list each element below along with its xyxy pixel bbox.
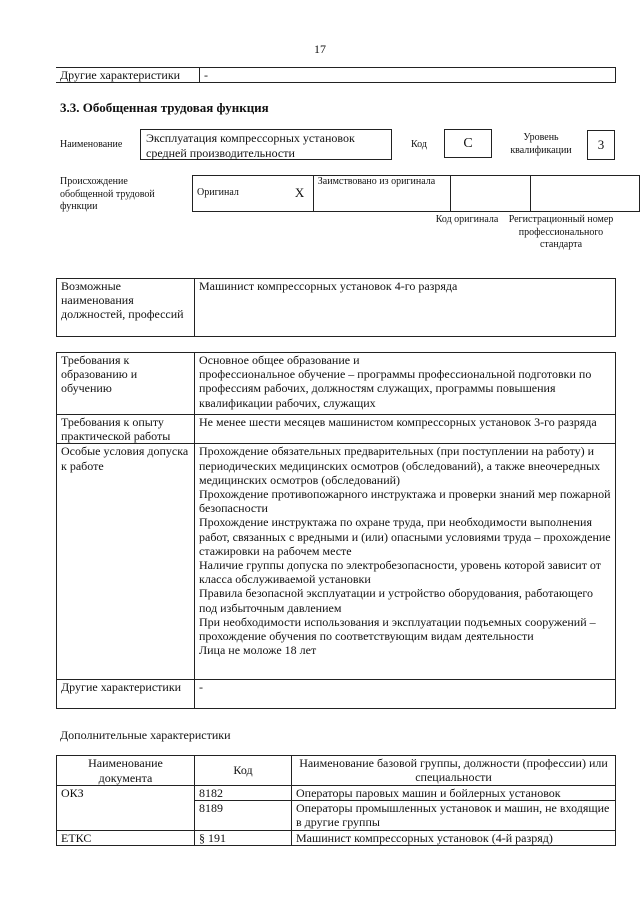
reg-number-cell <box>531 176 640 212</box>
condition-line: Правила безопасной эксплуатации и устройство оборудования, работающего под избыточным давлением <box>199 586 594 615</box>
other-characteristics-top <box>56 67 616 83</box>
experience-value: Не менее шести месяцев машинистом компрессорных установок 3-го разряда <box>195 415 616 444</box>
section-title: 3.3. Обобщенная трудовая функция <box>60 100 269 115</box>
name-label: Наименование <box>60 139 123 150</box>
positions-table <box>56 278 616 337</box>
condition-line: Наличие группы допуска по электробезопасности, уровень которой зависит от класса обслуживаемой установки <box>199 558 602 587</box>
origin-table <box>192 175 640 212</box>
additional-table <box>56 755 616 846</box>
requirements-table <box>56 352 616 709</box>
header-name: Наименование базовой группы, должности (профессии) или специальности <box>292 756 616 786</box>
other-label: Другие характеристики <box>57 680 195 709</box>
special-conditions-value <box>195 444 616 680</box>
condition-line: Прохождение инструктажа по охране труда, при необходимости выполнения работ, связанных с вредными и (или) опасными условиями труда – прохождение стажировки на рабочем месте <box>199 515 611 558</box>
education-line: Основное общее образование и <box>199 353 360 367</box>
top-row-label: Другие характеристики <box>56 68 200 83</box>
code-label: Код <box>411 139 427 150</box>
code-value: С <box>444 129 492 158</box>
row-code: 8182 <box>195 786 292 801</box>
row-code: 8189 <box>195 801 292 830</box>
experience-label: Требования к опыту практической работы <box>57 415 195 444</box>
reg-caption: Регистрационный номер профессионального стандарта <box>508 214 614 250</box>
row-doc <box>57 801 195 830</box>
original-label: Оригинал <box>193 176 291 212</box>
table-row <box>57 786 616 801</box>
special-conditions-label: Особые условия допуска к работе <box>57 444 195 680</box>
other-value: - <box>195 680 616 709</box>
education-label: Требования к образованию и обучению <box>57 353 195 415</box>
level-label: Уровень квалификации <box>510 132 572 156</box>
condition-line: Лица не моложе 18 лет <box>199 643 317 658</box>
table-row <box>57 830 616 845</box>
education-value <box>195 353 616 415</box>
additional-title: Дополнительные характеристики <box>60 728 231 742</box>
code-caption: Код оригинала <box>435 214 499 225</box>
origin-label: Происхождение обобщенной трудовой функции <box>60 176 155 212</box>
condition-line: При необходимости использования и эксплуатации подъемных сооружений – прохождение обучения по соответствующим видам деятельности <box>199 614 596 644</box>
condition-line: Прохождение противопожарного инструктажа и проверки знаний мер пожарной безопасности <box>199 487 611 516</box>
row-name: Операторы паровых машин и бойлерных установок <box>292 786 616 801</box>
original-mark: Х <box>291 176 313 212</box>
education-line: профессиональное обучение – программы профессиональной подготовки по профессиям рабочих, должностям служащих, программы повышения квалификации рабочих, служащих <box>199 367 592 410</box>
row-name: Операторы промышленных установок и машин, не входящие в другие группы <box>292 801 616 830</box>
top-row-value: - <box>200 68 616 83</box>
page-number: 17 <box>314 42 326 56</box>
name-value: Эксплуатация компрессорных установок средней производительности <box>140 129 392 160</box>
level-value: 3 <box>587 130 615 160</box>
borrowed-label: Заимствовано из оригинала <box>313 176 450 212</box>
row-name: Машинист компрессорных установок (4-й разряд) <box>292 830 616 845</box>
original-code-cell <box>450 176 531 212</box>
condition-line: Прохождение обязательных предварительных (при поступлении на работу) и периодических медицинских осмотров (обследований), а также внеочередных медицинских осмотров (обследований) <box>199 444 601 487</box>
row-doc: ЕТКС <box>57 830 195 845</box>
table-row <box>57 801 616 830</box>
row-doc: ОКЗ <box>57 786 195 801</box>
header-doc: Наименование документа <box>57 756 195 786</box>
positions-value: Машинист компрессорных установок 4-го разряда <box>195 279 616 337</box>
positions-label: Возможные наименования должностей, профессий <box>57 279 195 337</box>
header-code: Код <box>195 756 292 786</box>
row-code: § 191 <box>195 830 292 845</box>
